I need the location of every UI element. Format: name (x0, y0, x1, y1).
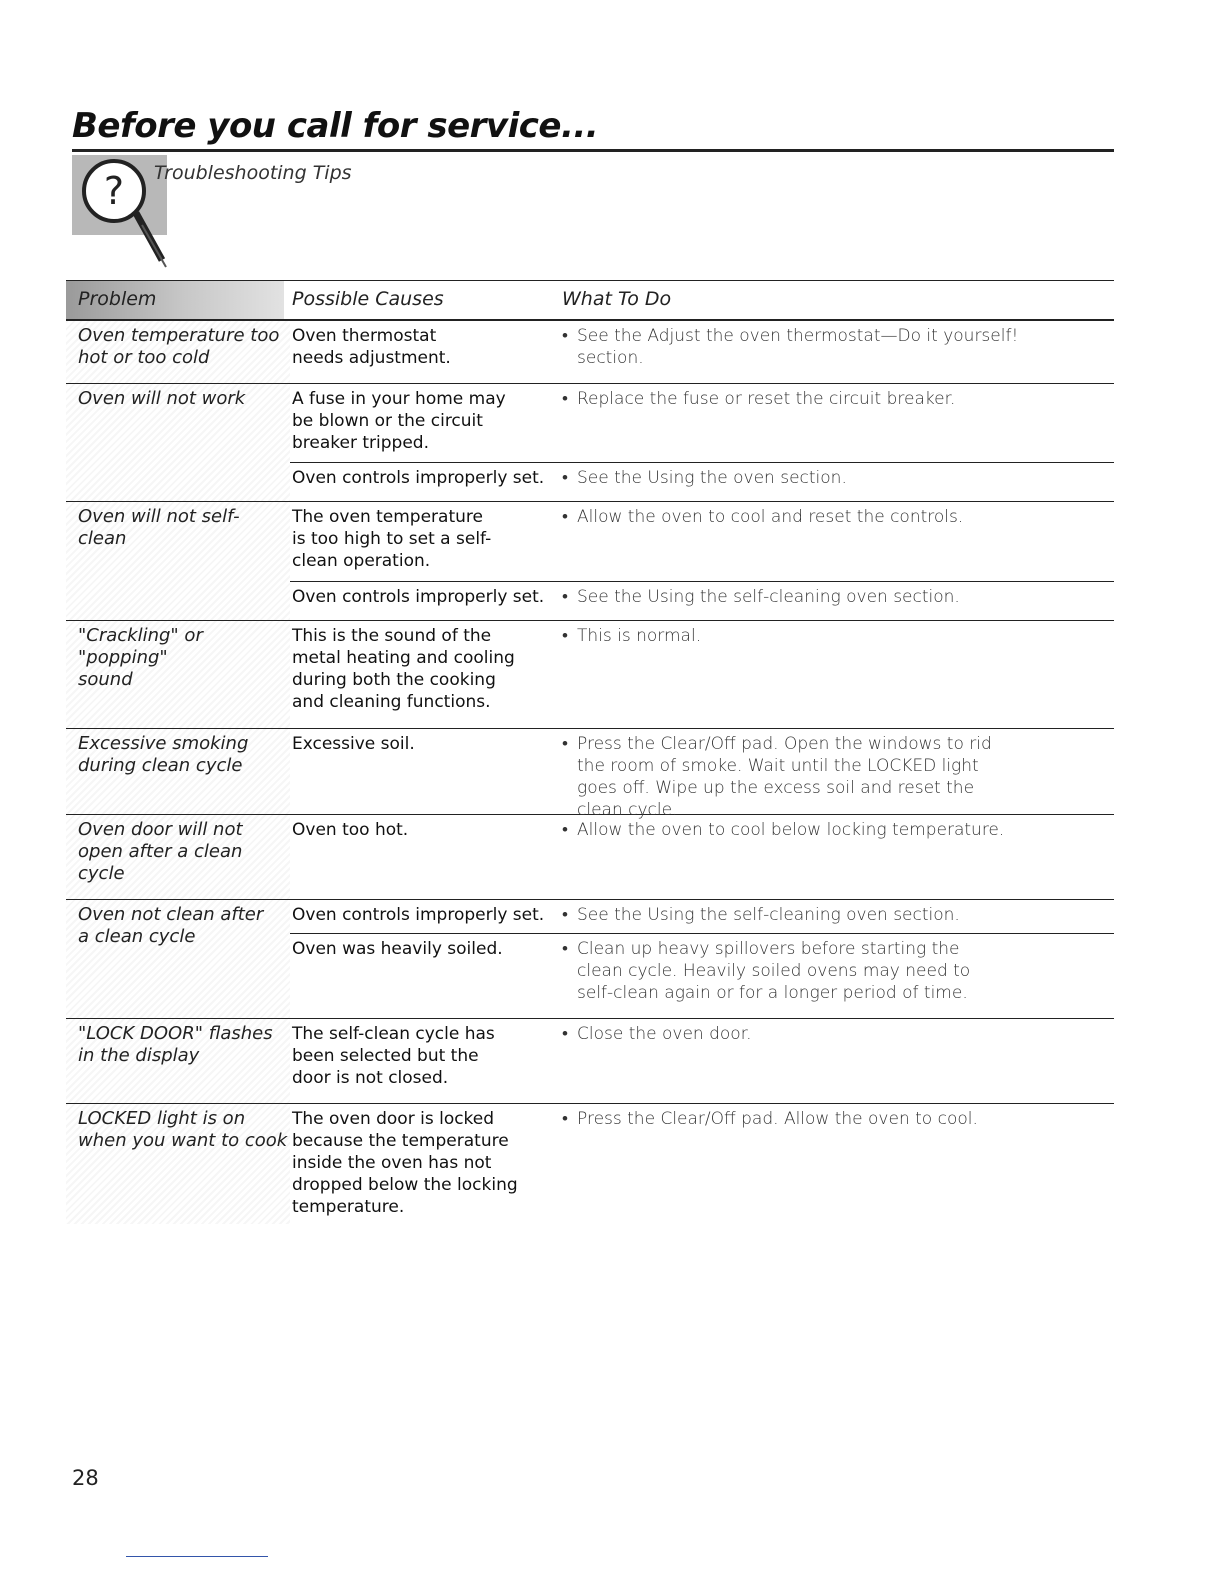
table-row (66, 815, 1114, 900)
table-row (66, 900, 1114, 1019)
todo-cell: • Close the oven door. (562, 1024, 752, 1044)
todo-cell: • Press the Clear/Off pad. Open the windows to rid the room of smoke. Wait until the LOCKED light goes off. Wipe up the excess soil and reset the clean cycle. (562, 734, 992, 820)
problem-cell: Oven will not work (78, 388, 246, 409)
problem-cell: Oven not clean after a clean cycle (78, 904, 264, 947)
todo-cell: • Press the Clear/Off pad. Allow the oven to cool. (562, 1109, 978, 1129)
cause-cell: The oven door is locked because the temperature inside the oven has not dropped below the locking temperature. (292, 1109, 518, 1217)
column-header-causes: Possible Causes (292, 288, 444, 310)
problem-cell: Oven door will not open after a clean cycle (78, 819, 243, 884)
cause-cell: Oven controls improperly set. (292, 587, 545, 607)
problem-cell: Excessive smoking during clean cycle (78, 733, 249, 776)
todo-cell: • See the Using the oven section. (562, 468, 847, 488)
section-subtitle: Troubleshooting Tips (154, 162, 352, 184)
cause-cell: Oven controls improperly set. (292, 468, 545, 488)
todo-cell: • Allow the oven to cool below locking temperature. (562, 820, 1005, 840)
problem-cell: "LOCK DOOR" flashes in the display (78, 1023, 273, 1066)
todo-cell: • See the Using the self-cleaning oven section. (562, 905, 960, 925)
cause-cell: The oven temperature is too high to set a self-clean operation. (292, 507, 492, 571)
table-row (66, 321, 1114, 384)
todo-cell: • This is normal. (562, 626, 702, 646)
problem-cell: Oven temperature too hot or too cold (78, 325, 280, 368)
todo-cell: • Allow the oven to cool and reset the controls. (562, 507, 964, 527)
table-row (66, 384, 1114, 502)
column-header-problem: Problem (78, 288, 157, 310)
todo-cell: • Replace the fuse or reset the circuit breaker. (562, 389, 956, 409)
table-row (66, 502, 1114, 621)
cause-cell: Excessive soil. (292, 734, 415, 754)
cause-cell: A fuse in your home may be blown or the circuit breaker tripped. (292, 389, 506, 453)
table-row (66, 1104, 1114, 1224)
cause-cell: Oven was heavily soiled. (292, 939, 503, 959)
problem-cell: Oven will not self-clean (78, 506, 240, 549)
table-row (66, 729, 1114, 820)
table-row (66, 1019, 1114, 1104)
column-header-todo: What To Do (562, 288, 672, 310)
svg-text:?: ? (103, 169, 125, 213)
todo-cell: • See the Adjust the oven thermostat—Do it yourself! section. (562, 326, 1019, 368)
table-row (66, 621, 1114, 729)
title-rule (72, 149, 1114, 152)
table-header (66, 280, 1114, 321)
problem-cell: "Crackling" or "popping" sound (78, 625, 203, 690)
cause-cell: Oven thermostat needs adjustment. (292, 326, 451, 368)
todo-cell: • Clean up heavy spillovers before starting the clean cycle. Heavily soiled ovens may need to self-clean again or for a longer period of time. (562, 939, 971, 1003)
cause-cell: Oven controls improperly set. (292, 905, 545, 925)
footer-rule (126, 1556, 268, 1557)
page-number: 28 (72, 1466, 99, 1490)
problem-cell: LOCKED light is on when you want to cook (78, 1108, 288, 1151)
cause-cell: This is the sound of the metal heating and cooling during both the cooking and cleaning functions. (292, 626, 515, 712)
cause-cell: Oven too hot. (292, 820, 409, 840)
todo-cell: • See the Using the self-cleaning oven section. (562, 587, 960, 607)
page-title: Before you call for service... (72, 106, 599, 146)
cause-cell: The self-clean cycle has been selected but the door is not closed. (292, 1024, 495, 1088)
troubleshooting-table (66, 280, 1114, 1224)
